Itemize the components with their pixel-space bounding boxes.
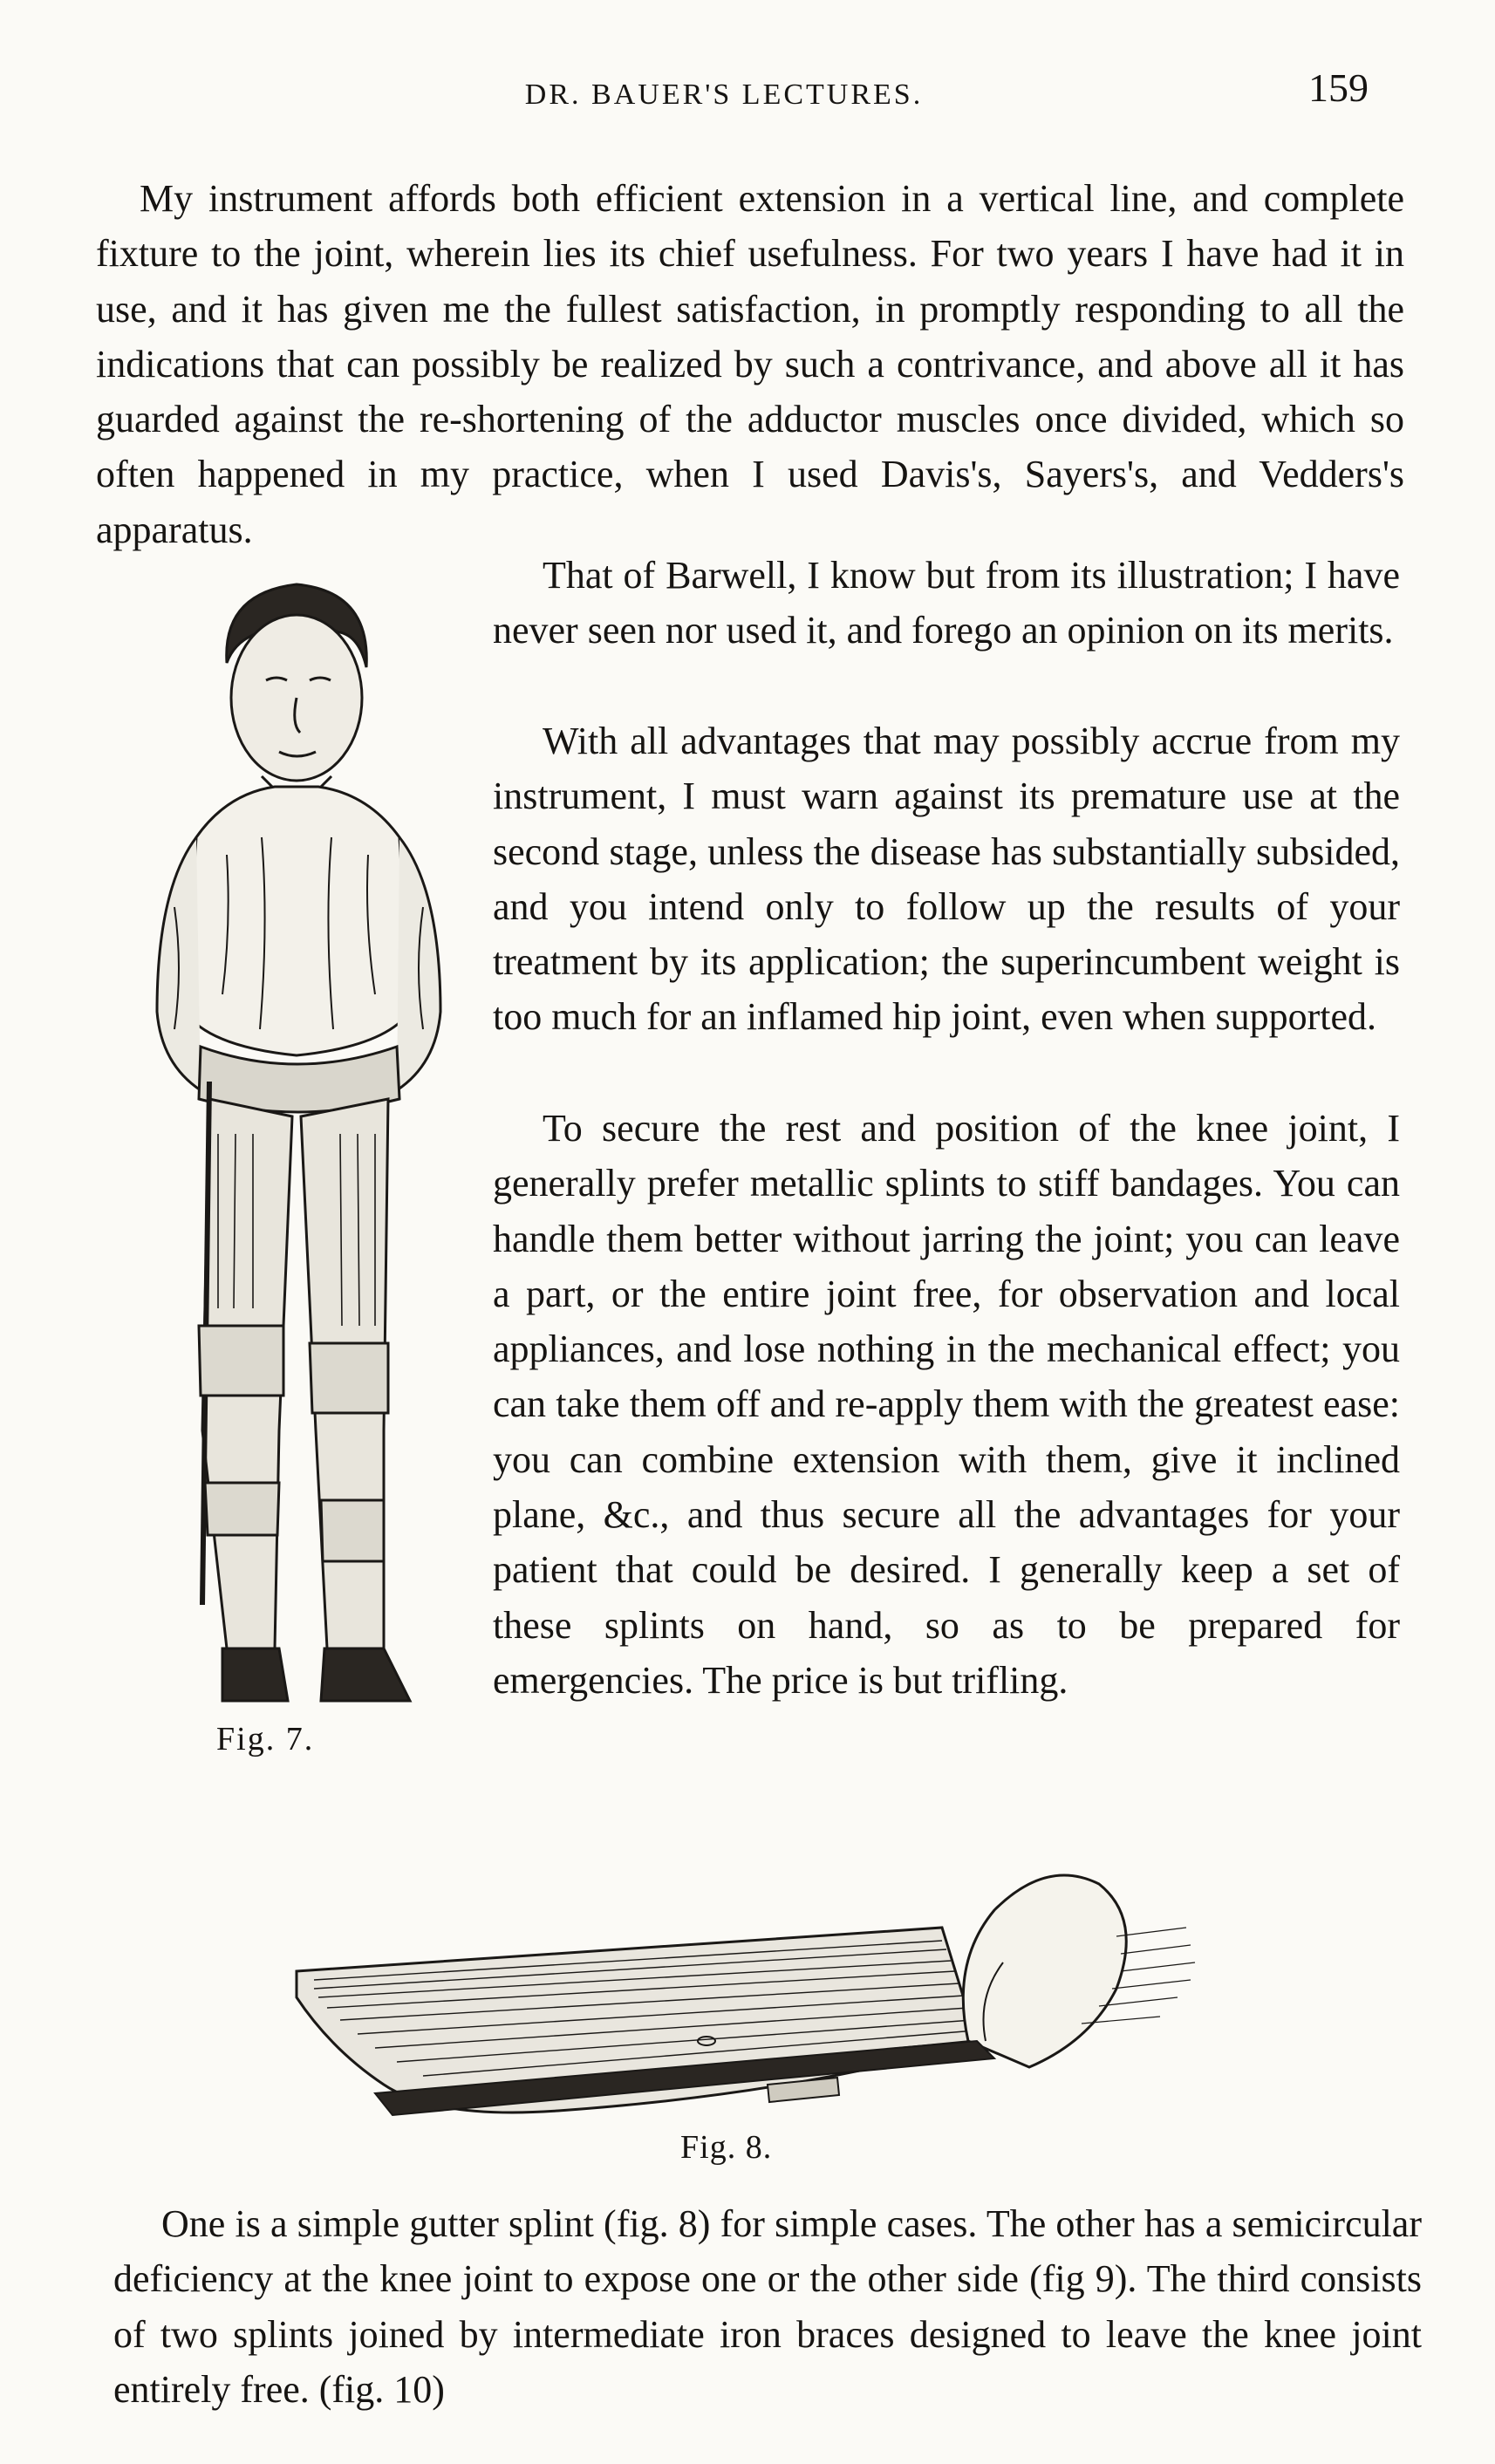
paragraph-instrument: My instrument affords both efficient extension in a vertical line, and complete fixture to the joint, wherein lies its chief usefulness. For two years I have had it in use, and it has given me the fullest satisfaction, in promptly responding to all the indications that can possibly be realized by such a contrivance, and above all it has guarded against the re-shortening of the adductor muscles once divided, which so often happened in my practice, when I used Davis's, Sayers's, and Vedders's apparatus. (96, 177, 1404, 551)
fig8-caption: Fig. 8. (680, 2129, 773, 2166)
page-number: 159 (1308, 65, 1369, 110)
paragraph-knee-splints: To secure the rest and position of the knee joint, I generally prefer metallic splints to stiff bandages. You can handle them better without jarring the joint; you can leave a part, or the entire joint free, for observation and local appliances, and lose nothing in the mechanical effect; you can take them off and re-apply them with the greatest ease: you can combine extension with them, give it inclined plane, &c., and thus secure all the advantages for your patient that could be desired. I generally keep a set of these splints on hand, so as to be prepared for emergencies. The price is but trifling. (493, 1107, 1400, 1702)
paragraph-splint-types: One is a simple gutter splint (fig. 8) for simple cases. The other has a semicircular deficiency at the knee joint to expose one or the other side (fig 9). The third consists of two splints joined by intermediate iron braces designed to leave the knee joint entirely free. (fig. 10) (113, 2202, 1422, 2411)
fig7-caption: Fig. 7. (216, 1721, 315, 1758)
paragraph-barwell: That of Barwell, I know but from its illustration; I have never seen nor used it, and forego an opinion on its merits. (493, 554, 1400, 652)
running-header: DR. BAUER'S LECTURES. (524, 78, 924, 111)
paragraph-warning: With all advantages that may possibly accrue from my instrument, I must warn against its premature use at the second stage, unless the disease has substantially subsided, and you intend only to follow up the results of your treatment by its application; the superincumbent weight is too much for an inflamed hip joint, even when supported. (493, 720, 1400, 1039)
fig7-illustration (122, 558, 471, 1727)
fig8-illustration (279, 1823, 1265, 2154)
